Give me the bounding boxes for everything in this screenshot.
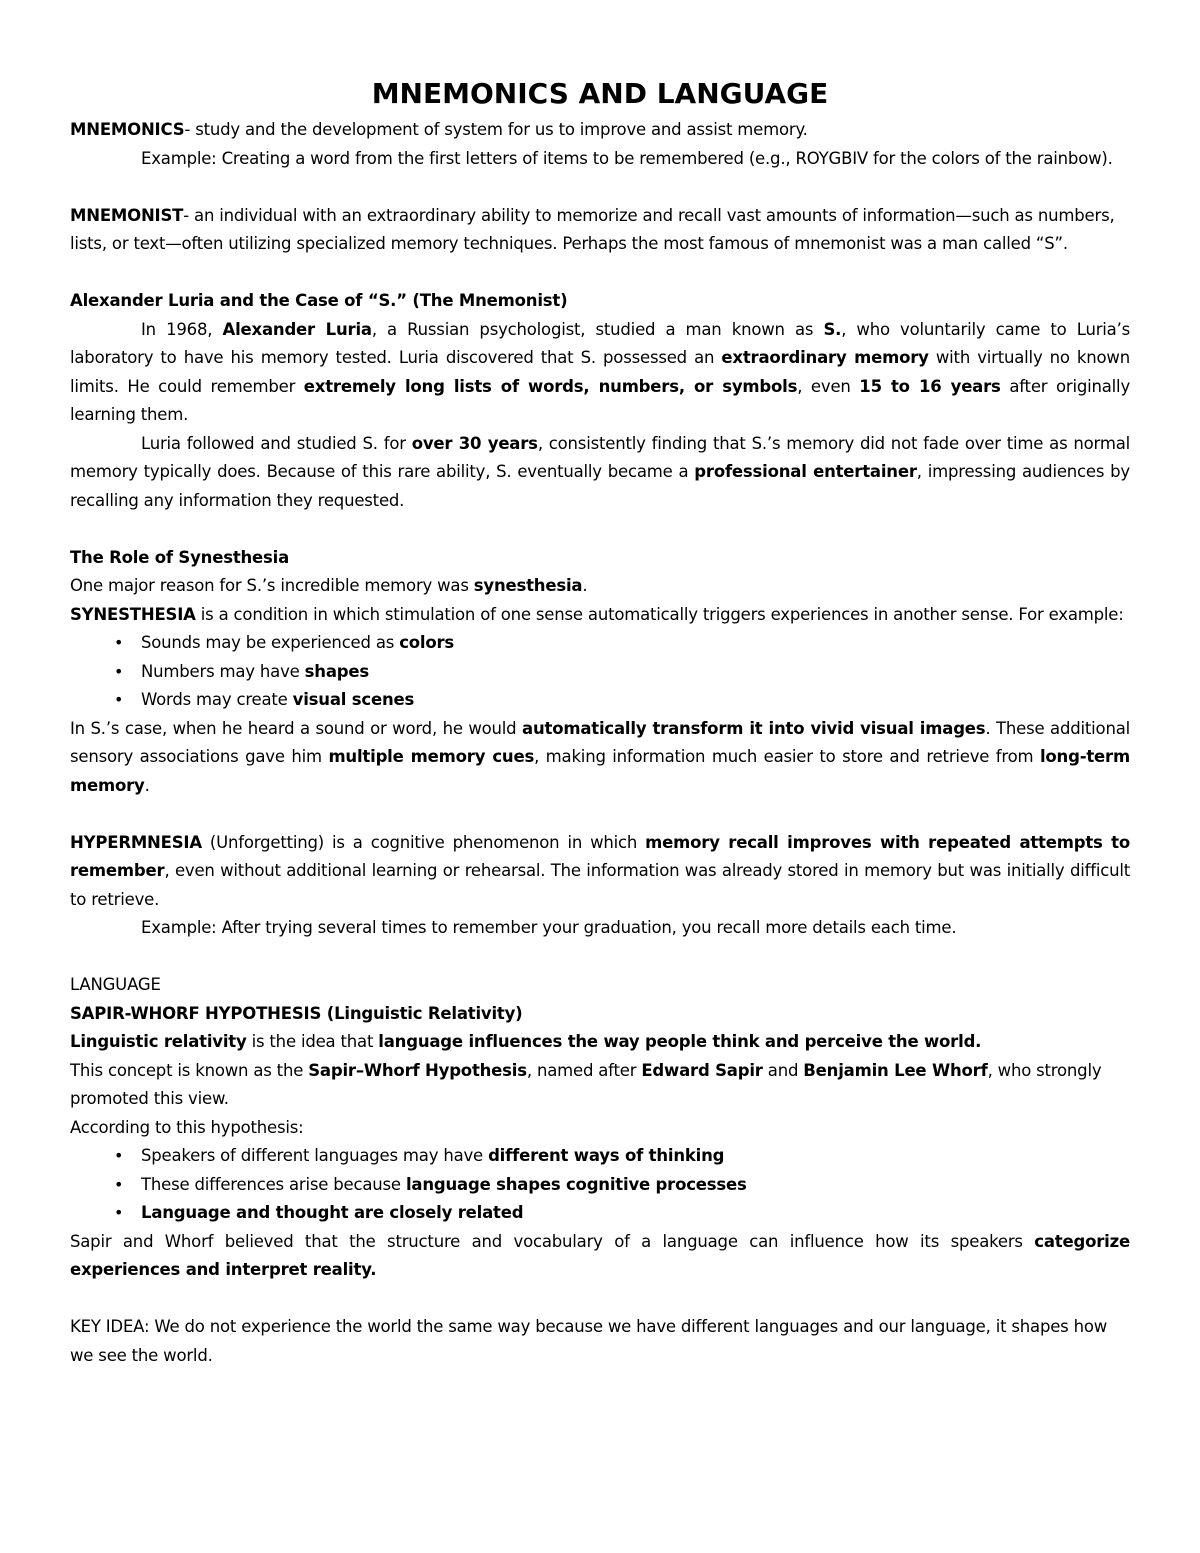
list-item: • Language and thought are closely related xyxy=(141,1199,1130,1228)
hypermnesia-definition: HYPERMNESIA (Unforgetting) is a cognitive phenomenon in which memory recall improves with repeated attempts to remember, even without additional learning or rehearsal. The information was already stored in memory but was initially difficult to retrieve. xyxy=(70,832,1130,909)
list-item: • Sounds may be experienced as colors xyxy=(141,629,1130,658)
sapir-whorf-paragraph: This concept is known as the Sapir–Whorf Hypothesis, named after Edward Sapir and Benjamin Lee Whorf, who strongly promoted this view. xyxy=(70,1060,1102,1108)
bullet-icon: • xyxy=(114,1146,124,1165)
bullet-icon: • xyxy=(114,633,124,652)
list-item: • Words may create visual scenes xyxy=(141,686,1130,715)
page-title: MNEMONICS AND LANGUAGE xyxy=(371,77,829,110)
luria-paragraph-1: In 1968, Alexander Luria, a Russian psychologist, studied a man known as S., who voluntarily came to Luria’s laboratory to have his memory tested. Luria discovered that S. possessed an extraordinary memory with virtually no known limits. He could remember extremely long lists of words, numbers, or symbols, even 15 to 16 years after originally learning them. xyxy=(70,319,1131,424)
mnemonics-term: MNEMONICS xyxy=(70,120,185,139)
mnemonist-term: MNEMONIST xyxy=(70,205,184,225)
language-label: LANGUAGE xyxy=(70,975,161,994)
list-item: • These differences arise because language shapes cognitive processes xyxy=(141,1171,1130,1200)
bullet-icon: • xyxy=(114,690,124,709)
synesthesia-definition: SYNESTHESIA is a condition in which stimulation of one sense automatically triggers experiences in another sense. For example: xyxy=(70,604,1124,624)
hypermnesia-example: Example: After trying several times to remember your graduation, you recall more details each time. xyxy=(141,918,957,937)
luria-paragraph-2: Luria followed and studied S. for over 30 years, consistently finding that S.’s memory did not fade over time as normal memory typically does. Because of this rare ability, S. eventually became a professional entertainer, impressing audiences by recalling any information they requested. xyxy=(70,433,1131,510)
sapir-whorf-belief: Sapir and Whorf believed that the structure and vocabulary of a language can influence how its speakers categorize experiences and interpret reality. xyxy=(70,1231,1130,1279)
mnemonist-definition: MNEMONIST- an individual with an extraordinary ability to memorize and recall vast amounts of information—such as numbers, lists, or text—often utilizing specialized memory techniques. Perhaps the most famous of mnemonist was a man called “S”. xyxy=(70,205,1115,253)
synesthesia-bullet-list xyxy=(70,629,1130,715)
key-idea: KEY IDEA: We do not experience the world the same way because we have different languages and our language, it shapes how we see the world. xyxy=(70,1317,1108,1365)
synesthesia-intro: One major reason for S.’s incredible memory was synesthesia. xyxy=(70,576,588,595)
mnemonics-definition: MNEMONICS- study and the development of system for us to improve and assist memory. xyxy=(70,120,808,139)
hypothesis-bullet-list xyxy=(70,1142,1130,1228)
synesthesia-heading: The Role of Synesthesia xyxy=(70,547,290,567)
sapir-whorf-heading: SAPIR-WHORF HYPOTHESIS (Linguistic Relativity) xyxy=(70,1003,523,1023)
bullet-icon: • xyxy=(114,661,124,681)
bullet-icon: • xyxy=(114,1174,124,1194)
list-item: • Speakers of different languages may have different ways of thinking xyxy=(141,1142,1130,1171)
bullet-icon: • xyxy=(114,1203,124,1222)
synesthesia-case: In S.’s case, when he heard a sound or word, he would automatically transform it into vivid visual images. These additional sensory associations gave him multiple memory cues, making information much easier to store and retrieve from long-term memory. xyxy=(70,718,1131,795)
hypothesis-intro: According to this hypothesis: xyxy=(70,1117,304,1137)
linguistic-relativity-definition: Linguistic relativity is the idea that language influences the way people think and perceive the world. xyxy=(70,1032,982,1051)
list-item: • Numbers may have shapes xyxy=(141,658,1130,687)
luria-heading: Alexander Luria and the Case of “S.” (The Mnemonist) xyxy=(70,291,568,310)
mnemonics-example: Example: Creating a word from the first letters of items to be remembered (e.g., ROYGBIV for the colors of the rainbow). xyxy=(141,148,1113,168)
